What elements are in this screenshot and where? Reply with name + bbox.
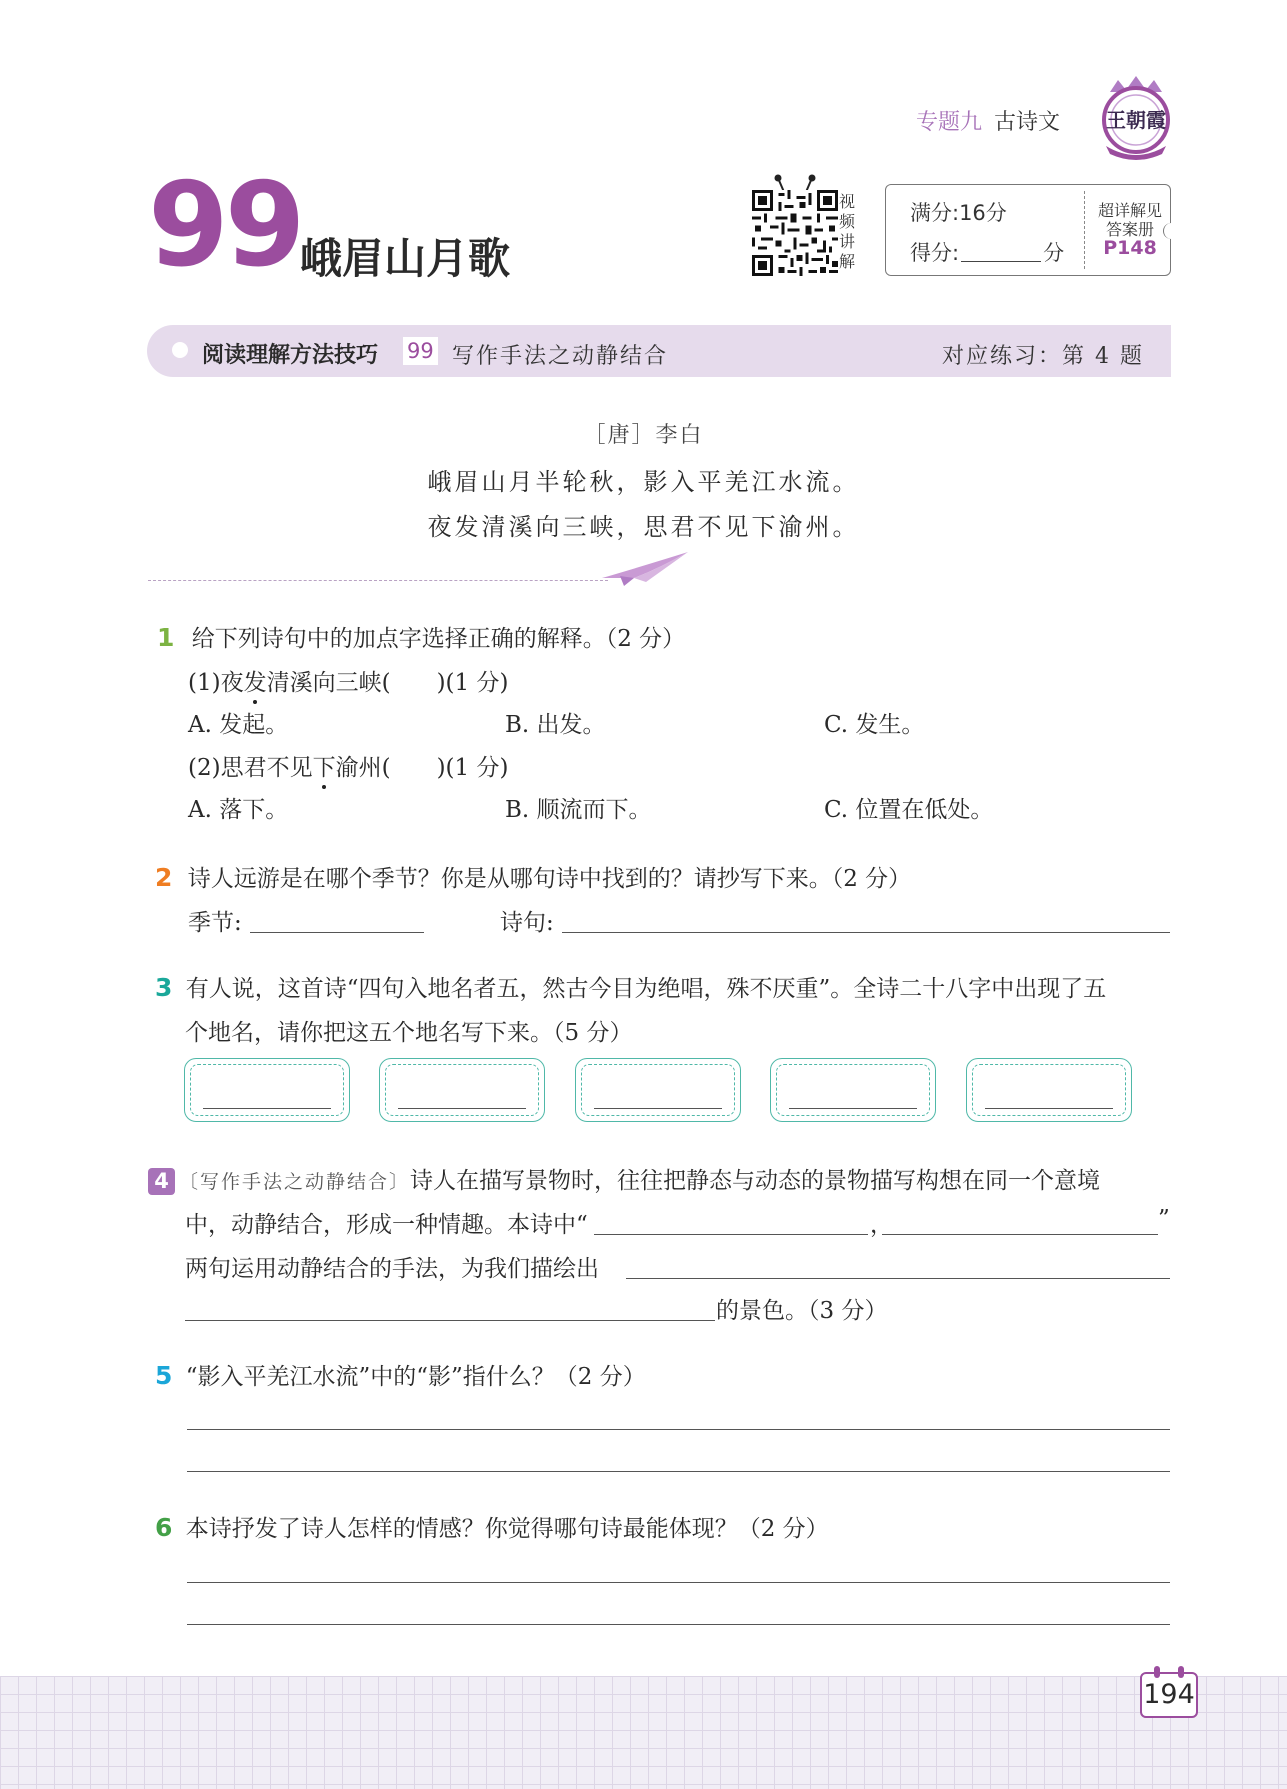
- banner-bullet-icon: [172, 342, 188, 358]
- score-box: [885, 184, 1171, 276]
- q4-comma: ，: [870, 1212, 893, 1238]
- banner-number: 99: [403, 337, 438, 365]
- score-box-notch: [1163, 223, 1179, 239]
- got-score: [910, 237, 1064, 267]
- section-divider: [148, 580, 608, 581]
- sub2-dotted-char: 下: [312, 755, 336, 781]
- video-char: 频: [839, 212, 856, 231]
- video-char: 解: [839, 252, 856, 271]
- q4-scene-blank-1[interactable]: [626, 1251, 1170, 1279]
- q6-answer-line-1[interactable]: [187, 1553, 1170, 1583]
- qr-code-icon[interactable]: [752, 190, 838, 276]
- question-6-text: 本诗抒发了诗人怎样的情感？你觉得哪句诗最能体现？（2 分）: [185, 1516, 829, 1542]
- question-1: [157, 620, 685, 653]
- video-char: 视: [839, 192, 856, 211]
- place-name-box-5[interactable]: [966, 1058, 1132, 1122]
- place-name-box-4[interactable]: [770, 1058, 936, 1122]
- question-6-number: 6: [155, 1513, 173, 1542]
- banner-label: 阅读理解方法技巧: [202, 343, 379, 368]
- q4-verse-blank-2[interactable]: [882, 1207, 1158, 1235]
- lesson-title: 峨眉山月歌: [300, 234, 511, 283]
- q1-sub1-option-c[interactable]: C. 发生。: [824, 712, 925, 738]
- score-divider: [1084, 191, 1085, 269]
- question-4: [148, 1162, 1100, 1195]
- question-1-text: 给下列诗句中的加点字选择正确的解释。（2 分）: [191, 626, 686, 652]
- video-char: 讲: [839, 232, 856, 251]
- question-3-text-2: 个地名，请你把这五个地名写下来。（5 分）: [185, 1020, 633, 1046]
- question-3-number: 3: [155, 973, 173, 1002]
- footer-grid-band: [0, 1676, 1287, 1789]
- question-1-sub2: [188, 749, 508, 782]
- q5-answer-line-2[interactable]: [187, 1442, 1170, 1472]
- verse-answer-line[interactable]: [562, 905, 1170, 933]
- topic-heading: [916, 105, 1060, 136]
- calendar-hook-icon: [1178, 1666, 1184, 1678]
- question-5: [155, 1358, 646, 1391]
- poem-author: ［唐］李白: [583, 423, 704, 448]
- question-3-text-1: 有人说，这首诗“四句入地名者五，然古今目为绝唱，殊不厌重”。全诗二十八字中出现了五: [185, 976, 1107, 1002]
- question-4-text-2: 中，动静结合，形成一种情趣。本诗中“: [185, 1212, 588, 1238]
- q1-sub2-option-b[interactable]: B. 顺流而下。: [505, 797, 652, 823]
- question-3: [155, 970, 1106, 1003]
- paper-plane-icon: [600, 548, 692, 588]
- place-name-box-1[interactable]: [184, 1058, 350, 1122]
- banner-practice-ref: 对应练习：第 4 题: [942, 344, 1144, 369]
- place-name-box-3[interactable]: [575, 1058, 741, 1122]
- score-blank[interactable]: [961, 244, 1041, 262]
- sub2-text-pre: (2)思君不见: [188, 755, 313, 781]
- q6-answer-line-2[interactable]: [187, 1595, 1170, 1625]
- page-number-text: 194: [1143, 1679, 1195, 1710]
- publisher-logo-icon: [1096, 74, 1176, 160]
- video-explanation-label[interactable]: [839, 192, 861, 272]
- question-5-text: “影入平羌江水流”中的“影”指什么？（2 分）: [185, 1364, 646, 1390]
- svg-text:王朝霞: 王朝霞: [1106, 108, 1166, 132]
- question-6: [155, 1510, 829, 1543]
- question-4-text-1: 诗人在描写景物时，往往把静态与动态的景物描写构想在同一个意境: [410, 1168, 1101, 1194]
- question-4-text-3: 两句运用动静结合的手法，为我们描绘出: [185, 1256, 599, 1282]
- question-4-tag: 〔写作手法之动静结合〕: [179, 1171, 411, 1193]
- calendar-hook-icon: [1154, 1666, 1160, 1678]
- answer-ref-line1: 超详解见: [1097, 201, 1162, 220]
- page-number: [1140, 1672, 1198, 1718]
- q4-scene-blank-2[interactable]: [185, 1293, 715, 1321]
- question-2: [155, 860, 911, 893]
- verse-label: 诗句:: [500, 910, 554, 936]
- sub2-text-post: 渝州( )(1 分): [335, 755, 509, 781]
- sub1-text-pre: (1)夜: [188, 670, 244, 696]
- question-5-number: 5: [155, 1361, 173, 1390]
- topic-name: 古诗文: [994, 110, 1061, 135]
- place-name-box-2[interactable]: [379, 1058, 545, 1122]
- got-score-prefix: 得分:: [910, 241, 960, 265]
- poem-line-1: 峨眉山月半轮秋，影入平羌江水流。: [427, 468, 860, 496]
- full-score: 满分:16分: [910, 201, 1007, 225]
- q1-sub2-option-c[interactable]: C. 位置在低处。: [824, 797, 994, 823]
- question-1-number: 1: [157, 623, 175, 652]
- sub1-text-post: 清溪向三峡( )(1 分): [266, 670, 509, 696]
- q4-verse-blank-1[interactable]: [594, 1207, 868, 1235]
- answer-reference: [1088, 201, 1172, 258]
- sub1-dotted-char: 发: [243, 670, 267, 696]
- poem-line-2: 夜发清溪向三峡，思君不见下渝州。: [427, 513, 860, 541]
- season-label: 季节:: [188, 910, 242, 936]
- q1-sub2-option-a[interactable]: A. 落下。: [188, 797, 289, 823]
- answer-ref-page: P148: [1103, 237, 1157, 259]
- question-4-number: 4: [148, 1168, 175, 1195]
- q5-answer-line-1[interactable]: [187, 1400, 1170, 1430]
- q4-close-quote: ”: [1158, 1206, 1170, 1232]
- season-answer-line[interactable]: [250, 905, 424, 933]
- question-1-sub1: [188, 664, 508, 697]
- got-score-suffix: 分: [1043, 241, 1065, 265]
- question-2-number: 2: [155, 863, 173, 892]
- question-2-text: 诗人远游是在哪个季节？你是从哪句诗中找到的？请抄写下来。（2 分）: [187, 866, 912, 892]
- banner-topic: 写作手法之动静结合: [452, 344, 669, 369]
- answer-ref-line2: 答案册: [1105, 220, 1154, 239]
- q1-sub1-option-a[interactable]: A. 发起。: [188, 712, 289, 738]
- lesson-number: 99: [148, 158, 302, 293]
- q1-sub1-option-b[interactable]: B. 出发。: [505, 712, 606, 738]
- question-4-text-4: 的景色。（3 分）: [716, 1298, 888, 1324]
- topic-label: 专题九: [916, 110, 983, 135]
